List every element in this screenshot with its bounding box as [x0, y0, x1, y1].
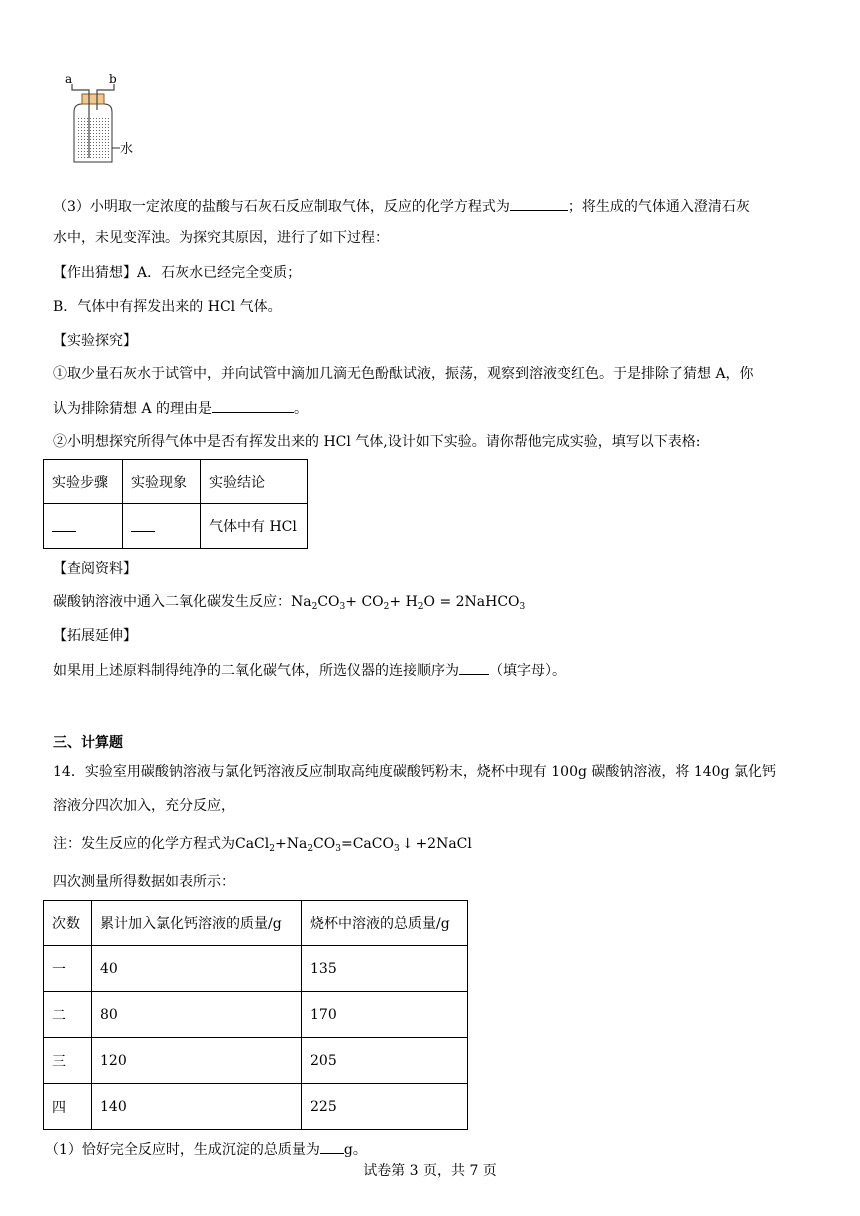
table-row — [44, 1038, 468, 1084]
header-cell-added-mass: 累计加入氯化钙溶液的质量/g — [92, 901, 302, 946]
cell: 120 — [92, 1038, 302, 1084]
exp1-line1: ①取少量石灰水于试管中，并向试管中滴加几滴无色酚酞试液，振荡，观察到溶液变红色。于是排除了猜想 A，你 — [53, 366, 754, 382]
header-cell-steps: 实验步骤 — [44, 460, 123, 504]
exp1-line2: 认为排除猜想 A 的理由是 。 — [53, 398, 308, 419]
table-row — [44, 992, 468, 1038]
label-water: 水 — [120, 142, 134, 157]
label-a: a — [65, 72, 73, 86]
label-b: b — [109, 72, 117, 86]
table-row — [44, 460, 308, 504]
extension-header: 【拓展延伸】 — [53, 628, 137, 644]
table-intro: 四次测量所得数据如表所示： — [53, 874, 235, 890]
note-line: 注：发生反应的化学方程式为$CaCl_2+Na_2CO_3=CaCO_3$ ↓ +2NaCl — [53, 836, 472, 854]
answer-blank-precipitate[interactable] — [320, 1139, 344, 1154]
conclusion-cell: 气体中有 HCl — [201, 504, 308, 549]
header-cell-count: 次数 — [44, 901, 92, 946]
table-row — [44, 901, 468, 946]
q3-line2: 水中，未见变浑浊。为探究其原因，进行了如下过程： — [53, 230, 389, 246]
cell: 80 — [92, 992, 302, 1038]
cell: 170 — [302, 992, 468, 1038]
table-row — [44, 504, 308, 549]
q14-line2: 溶液分四次加入，充分反应， — [53, 798, 235, 814]
answer-blank-equation[interactable] — [510, 196, 568, 211]
measurement-table — [43, 900, 468, 1130]
hypothesis-header: 【作出猜想】A．石灰水已经完全变质； — [53, 265, 302, 281]
q3-line1: （3）小明取一定浓度的盐酸与石灰石反应制取气体，反应的化学方程式为 ；将生成的气体通入澄清石灰 — [53, 196, 750, 217]
cell: 135 — [302, 946, 468, 992]
sub-question-1: （1）恰好完全反应时，生成沉淀的总质量为 g。 — [45, 1139, 367, 1160]
cell: 一 — [44, 946, 92, 992]
cell: 225 — [302, 1084, 468, 1130]
exp2-line: ②小明想探究所得气体中是否有挥发出来的 HCl 气体,设计如下实验。请你帮他完成实验，填写以下表格: — [53, 434, 701, 450]
answer-blank-order[interactable] — [459, 660, 489, 675]
answer-blank-phenomenon[interactable] — [123, 504, 201, 549]
answer-blank-reason[interactable] — [212, 398, 294, 413]
table-row — [44, 946, 468, 992]
experiment-table — [43, 459, 308, 549]
cell: 140 — [92, 1084, 302, 1130]
cell: 205 — [302, 1038, 468, 1084]
cell: 40 — [92, 946, 302, 992]
table-row — [44, 1084, 468, 1130]
header-cell-phenomenon: 实验现象 — [123, 460, 201, 504]
cell: 二 — [44, 992, 92, 1038]
explore-header: 【实验探究】 — [53, 333, 137, 349]
q14-line1: 14．实验室用碳酸钠溶液与氯化钙溶液反应制取高纯度碳酸钙粉末，烧杯中现有 100g 碳酸钠溶液，将 140g 氯化钙 — [53, 764, 776, 780]
reaction-equation: $CaCl_2+Na_2CO_3=CaCO_3$ ↓ +2NaCl — [235, 836, 472, 854]
cell: 四 — [44, 1084, 92, 1130]
header-cell-conclusion: 实验结论 — [201, 460, 308, 504]
reference-equation-line: 碳酸钠溶液中通入二氧化碳发生反应：$Na_2CO_3+ CO_2+ H_2O$ = 2NaHCO$_3$ — [53, 594, 526, 612]
header-cell-total-mass: 烧杯中溶液的总质量/g — [302, 901, 468, 946]
extension-line: 如果用上述原料制得纯净的二氧化碳气体，所选仪器的连接顺序为 （填字母）。 — [53, 660, 566, 681]
gas-washing-bottle-drawing — [60, 70, 150, 170]
cell: 三 — [44, 1038, 92, 1084]
gas-washing-bottle-figure — [60, 70, 150, 170]
page-footer: 试卷第 3 页，共 7 页 — [363, 1163, 497, 1179]
hypothesis-b: B．气体中有挥发出来的 HCl 气体。 — [53, 299, 282, 315]
section-title: 三、计算题 — [53, 735, 123, 751]
reference-equation: $Na_2CO_3+ CO_2+ H_2O$ = 2NaHCO$_3$ — [291, 594, 526, 612]
answer-blank-step[interactable] — [44, 504, 123, 549]
reference-header: 【查阅资料】 — [53, 561, 137, 577]
